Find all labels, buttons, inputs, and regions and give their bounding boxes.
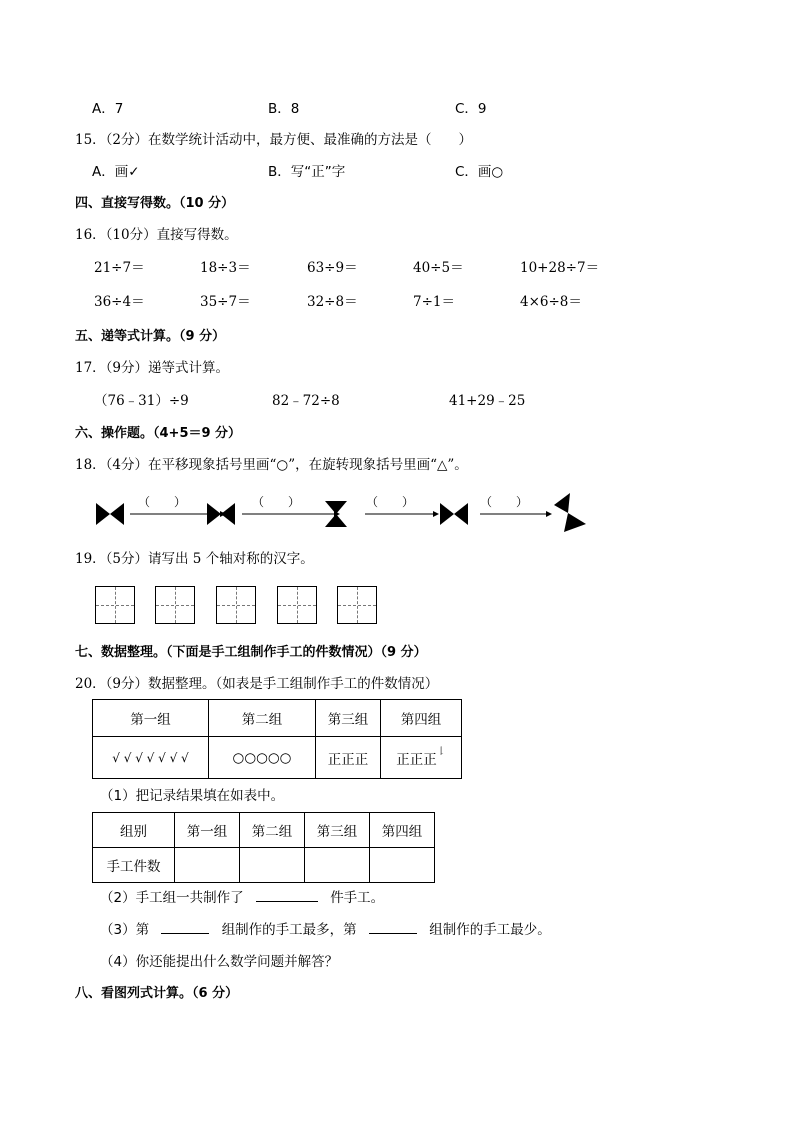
fill-row-label: 手工件数	[93, 848, 175, 883]
section4-title: 四、直接写得数。（10 分）	[75, 196, 235, 211]
q20-sub2-text: （2）手工组一共制作了	[100, 890, 244, 906]
section8-title: 八、看图列式计算。（6 分）	[75, 986, 239, 1001]
q20-sub3-suffix: 组制作的手工最少。	[429, 922, 551, 938]
section5-title: 五、递等式计算。（9 分）	[75, 329, 226, 344]
q20-sub2	[100, 892, 384, 906]
q17-stem: 17．（9分）递等式计算。	[75, 360, 230, 376]
q19-stem: 19．（5分）请写出 5 个轴对称的汉字。	[75, 551, 314, 567]
section7-title: 七、数据整理。（下面是手工组制作手工的件数情况）（9 分）	[75, 645, 427, 660]
q14-option-b: B．8	[268, 101, 300, 117]
q15-option-c: C．画○	[455, 164, 504, 180]
tally-cell: √ √ √ √ √ √ √	[93, 737, 209, 779]
arrowhead-icon	[546, 511, 552, 517]
answer-blank[interactable]	[161, 933, 209, 934]
q18-bracket: （ ）	[138, 495, 187, 509]
q20-sub1: （1）把记录结果填在如表中。	[100, 788, 285, 804]
fill-header: 第四组	[370, 813, 435, 848]
answer-cell[interactable]	[240, 848, 305, 883]
q15-stem: 15．（2分）在数学统计活动中，最方便、最准确的方法是（ ）	[75, 132, 473, 148]
fill-header: 组别	[93, 813, 175, 848]
q15-option-b: B．写“正”字	[268, 164, 346, 180]
q20-sub4: （4）你还能提出什么数学问题并解答？	[100, 954, 339, 970]
q17-expr: 82﹣72÷8	[272, 393, 340, 409]
q16-item: 21÷7＝	[94, 260, 145, 276]
q16-item: 35÷7＝	[200, 294, 251, 310]
q14-option-a: A．7	[92, 101, 124, 117]
q20-sub3	[100, 924, 551, 938]
q18-bracket: （ ）	[366, 495, 415, 509]
bowtie-shape-1	[96, 503, 124, 525]
tally-header: 第二组	[209, 700, 316, 737]
tally-cell: ○○○○○	[209, 737, 316, 779]
tianzige-box[interactable]	[95, 586, 135, 624]
q16-item: 18÷3＝	[200, 260, 251, 276]
tianzige-box[interactable]	[155, 586, 195, 624]
q17-expr: 41+29﹣25	[449, 393, 526, 409]
answer-blank[interactable]	[256, 901, 318, 902]
q16-item: 4×6÷8＝	[520, 294, 582, 310]
rotated-bowtie-shape	[554, 493, 586, 532]
q20-sub2-suffix: 件手工。	[330, 890, 385, 906]
q15-option-a: A．画✓	[92, 164, 140, 180]
q16-stem: 16．（10分）直接写得数。	[75, 227, 238, 243]
q20-sub3-text: （3）第	[100, 922, 150, 938]
fill-header: 第三组	[305, 813, 370, 848]
answer-cell[interactable]	[370, 848, 435, 883]
partial-tally-mark: 𠄌	[436, 746, 446, 757]
q18-stem: 18．（4分）在平移现象括号里画“○”，在旋转现象括号里画“△”。	[75, 457, 468, 473]
q16-item: 10+28÷7＝	[520, 260, 600, 276]
q17-expr: （76﹣31）÷9	[94, 393, 189, 409]
answer-cell[interactable]	[305, 848, 370, 883]
bowtie-shape-3	[440, 503, 468, 525]
tally-cell: 正正正	[316, 737, 381, 779]
fill-header: 第二组	[240, 813, 305, 848]
q16-item: 36÷4＝	[94, 294, 145, 310]
q18-bracket: （ ）	[252, 495, 301, 509]
q20-stem: 20．（9分）数据整理。（如表是手工组制作手工的件数情况）	[75, 676, 439, 692]
tally-cell-group4	[381, 737, 462, 779]
fill-header: 第一组	[175, 813, 240, 848]
q14-option-c: C．9	[455, 101, 487, 117]
q16-item: 7÷1＝	[413, 294, 455, 310]
arrowhead-icon	[433, 511, 439, 517]
tally-header: 第三组	[316, 700, 381, 737]
q16-item: 40÷5＝	[413, 260, 464, 276]
section6-title: 六、操作题。（4+5＝9 分）	[75, 426, 242, 441]
q20-sub3-mid: 组制作的手工最多，第	[221, 922, 357, 938]
q16-item: 63÷9＝	[307, 260, 358, 276]
tianzige-box[interactable]	[337, 586, 377, 624]
fill-table	[92, 812, 435, 883]
tianzige-box[interactable]	[277, 586, 317, 624]
tianzige-box[interactable]	[216, 586, 256, 624]
tally-header: 第一组	[93, 700, 209, 737]
bowtie-shape-2	[207, 503, 235, 525]
answer-cell[interactable]	[175, 848, 240, 883]
tally-table	[92, 699, 462, 779]
answer-blank[interactable]	[369, 933, 417, 934]
tally-marks: 正正正	[396, 751, 437, 768]
q16-item: 32÷8＝	[307, 294, 358, 310]
q18-bracket: （ ）	[480, 495, 529, 509]
tally-header: 第四组	[381, 700, 462, 737]
